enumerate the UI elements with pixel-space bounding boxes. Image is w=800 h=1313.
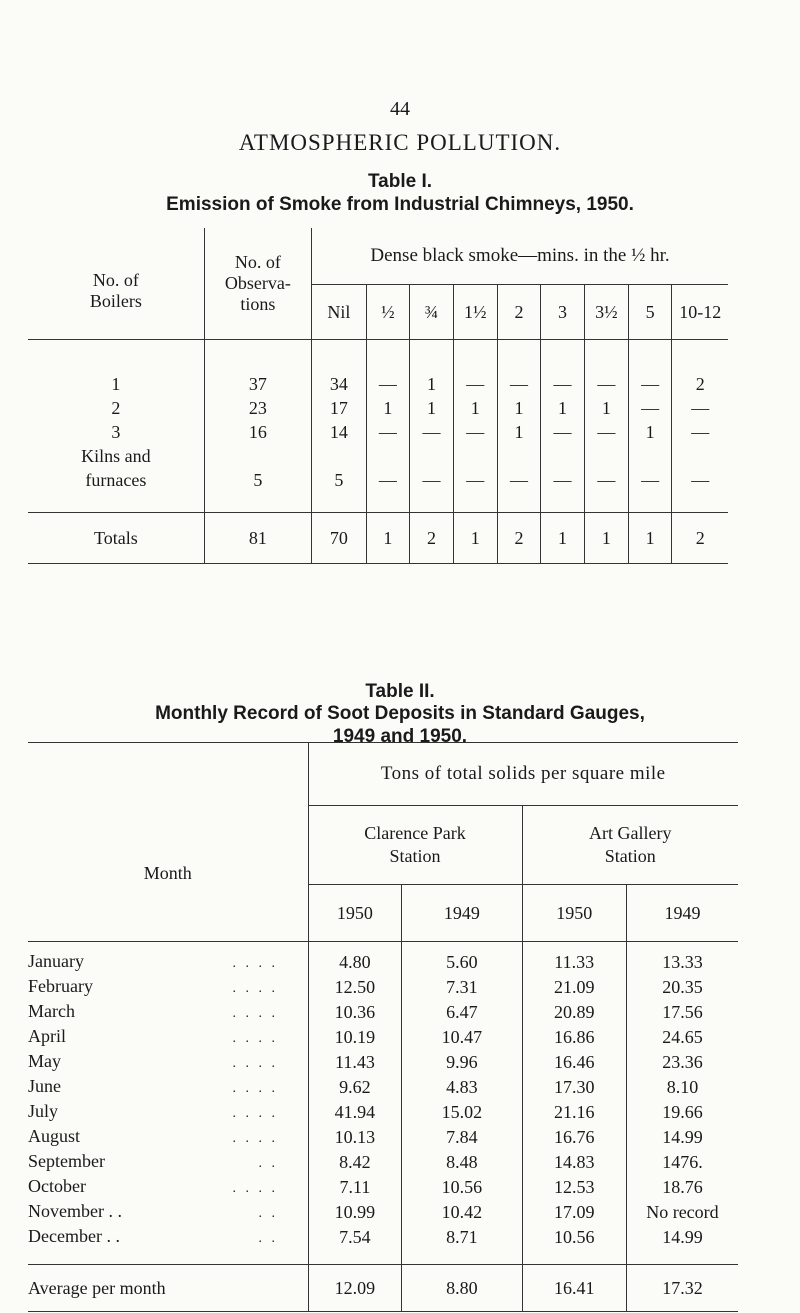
- totals-label: Totals: [28, 513, 204, 564]
- smoke-cell: —: [366, 420, 410, 444]
- smoke-cell: 1: [410, 396, 454, 420]
- smoke-cell: 34: [312, 340, 367, 396]
- smoke-cell: —: [453, 340, 497, 396]
- deposit-cell: 10.47: [402, 1025, 522, 1050]
- month-cell: [28, 1175, 308, 1200]
- deposit-cell: 1476.: [626, 1150, 738, 1175]
- spacer-cell: [541, 444, 585, 468]
- smoke-duration-header: ¾: [410, 285, 454, 340]
- smoke-cell: 1: [366, 396, 410, 420]
- spacer-cell: [522, 1250, 626, 1265]
- table-row: [28, 1200, 738, 1225]
- deposit-cell: 11.43: [308, 1050, 402, 1075]
- month-name: January: [28, 951, 84, 971]
- smoke-cell: —: [584, 468, 628, 492]
- leader-dots: . . . .: [232, 1131, 278, 1146]
- art-gallery-line1: Art Gallery: [589, 823, 672, 843]
- month-cell: [28, 1125, 308, 1150]
- smoke-cell: —: [497, 468, 541, 492]
- table2-label: Table II.: [365, 681, 435, 702]
- month-name: May: [28, 1051, 61, 1071]
- smoke-cell: 2: [672, 340, 728, 396]
- deposit-cell: 12.50: [308, 975, 402, 1000]
- month-name: July: [28, 1101, 59, 1121]
- boilers-cell: 3: [111, 422, 121, 442]
- deposit-cell: 21.09: [522, 975, 626, 1000]
- smoke-cell: 17: [312, 396, 367, 420]
- deposit-cell: 16.46: [522, 1050, 626, 1075]
- spacer-cell: [410, 492, 454, 513]
- smoke-cell: —: [541, 340, 585, 396]
- spacer-cell: [584, 444, 628, 468]
- deposit-cell: 4.83: [402, 1075, 522, 1100]
- month-name: March: [28, 1001, 75, 1021]
- deposit-cell: 21.16: [522, 1100, 626, 1125]
- smoke-cell: —: [366, 468, 410, 492]
- spacer-cell: [628, 492, 672, 513]
- leader-dots: . .: [258, 1206, 278, 1221]
- deposit-cell: 16.86: [522, 1025, 626, 1050]
- month-cell: [28, 1025, 308, 1050]
- smoke-cell: —: [453, 468, 497, 492]
- spacer-cell: [312, 492, 367, 513]
- average-label: Average per month: [28, 1265, 308, 1312]
- table-row: [28, 444, 728, 468]
- smoke-cell: —: [584, 420, 628, 444]
- spacer-cell: [453, 444, 497, 468]
- leader-dots: . . . .: [232, 1031, 278, 1046]
- deposit-cell: 10.56: [402, 1175, 522, 1200]
- leader-dots: . . . .: [232, 1056, 278, 1071]
- boilers-header-line2: Boilers: [89, 290, 142, 311]
- table2-caption-line1: Monthly Record of Soot Deposits in Standard Gauges,: [155, 703, 645, 724]
- smoke-cell: —: [541, 468, 585, 492]
- page-number: 44: [390, 98, 410, 120]
- year-header: 1949: [626, 885, 738, 942]
- deposit-cell: 13.33: [626, 942, 738, 976]
- year-header: 1949: [402, 885, 522, 942]
- month-name: June: [28, 1076, 61, 1096]
- totals-cell: 1: [366, 513, 410, 564]
- deposit-cell: 17.30: [522, 1075, 626, 1100]
- totals-cell: 1: [453, 513, 497, 564]
- art-gallery-header: [522, 806, 738, 885]
- average-row: [28, 1265, 738, 1312]
- smoke-cell: —: [672, 468, 728, 492]
- leader-dots: . . . .: [232, 1106, 278, 1121]
- totals-cell: 2: [672, 513, 728, 564]
- deposit-cell: 6.47: [402, 1000, 522, 1025]
- spacer-cell: [584, 492, 628, 513]
- smoke-cell: —: [628, 468, 672, 492]
- month-cell: [28, 975, 308, 1000]
- table-row: [28, 396, 728, 420]
- deposit-cell: 7.84: [402, 1125, 522, 1150]
- month-name: November . .: [28, 1201, 122, 1221]
- table-row: [28, 1100, 738, 1125]
- deposit-cell: 7.31: [402, 975, 522, 1000]
- obs-header-line2: Observa-: [224, 273, 291, 293]
- spacer-cell: [366, 444, 410, 468]
- smoke-cell: 1: [410, 340, 454, 396]
- year-header: 1950: [308, 885, 402, 942]
- smoke-cell: 1: [497, 396, 541, 420]
- month-name: August: [28, 1126, 81, 1146]
- table-row: [28, 1025, 738, 1050]
- table-row: [28, 1175, 738, 1200]
- year-header: 1950: [522, 885, 626, 942]
- observations-cell: 23: [204, 396, 311, 420]
- deposit-cell: 8.10: [626, 1075, 738, 1100]
- table-row: [28, 1150, 738, 1175]
- smoke-duration-header: 2: [497, 285, 541, 340]
- leader-dots: . . . .: [232, 1006, 278, 1021]
- smoke-duration-header: Nil: [312, 285, 367, 340]
- solids-group-header: Tons of total solids per square mile: [308, 743, 738, 806]
- spacer-cell: [453, 492, 497, 513]
- deposit-cell: 10.13: [308, 1125, 402, 1150]
- spacer-cell: [28, 1250, 308, 1265]
- spacer-cell: [28, 492, 204, 513]
- spacer-cell: [308, 1250, 402, 1265]
- deposit-cell: 8.71: [402, 1225, 522, 1250]
- deposit-cell: 16.76: [522, 1125, 626, 1150]
- boilers-header: [28, 228, 204, 340]
- smoke-cell: —: [497, 340, 541, 396]
- smoke-cell: —: [410, 468, 454, 492]
- observations-cell: 5: [204, 468, 311, 492]
- smoke-duration-header: 5: [628, 285, 672, 340]
- table-row: [28, 975, 738, 1000]
- smoke-cell: 1: [584, 396, 628, 420]
- observations-cell: 37: [204, 340, 311, 396]
- table-row: [28, 340, 728, 396]
- deposit-cell: 12.53: [522, 1175, 626, 1200]
- art-gallery-line2: Station: [604, 846, 656, 866]
- month-cell: [28, 1200, 308, 1225]
- spacer-row: [28, 492, 728, 513]
- smoke-cell: —: [541, 420, 585, 444]
- leader-dots: . . . .: [232, 981, 278, 996]
- smoke-cell: —: [410, 420, 454, 444]
- month-name: April: [28, 1026, 66, 1046]
- spacer-cell: [497, 492, 541, 513]
- totals-observations: 81: [204, 513, 311, 564]
- smoke-emission-table: [28, 228, 728, 564]
- deposit-cell: 41.94: [308, 1100, 402, 1125]
- smoke-duration-header: 3: [541, 285, 585, 340]
- leader-dots: . .: [258, 1231, 278, 1246]
- deposit-cell: 7.11: [308, 1175, 402, 1200]
- smoke-cell: —: [672, 396, 728, 420]
- obs-header-line1: No. of: [234, 252, 281, 272]
- smoke-cell: —: [672, 420, 728, 444]
- smoke-cell: 5: [312, 468, 367, 492]
- deposit-cell: 15.02: [402, 1100, 522, 1125]
- month-cell: [28, 1225, 308, 1250]
- table-row: [28, 1000, 738, 1025]
- deposit-cell: 8.42: [308, 1150, 402, 1175]
- spacer-cell: [626, 1250, 738, 1265]
- totals-cell: 1: [628, 513, 672, 564]
- table-row: [28, 468, 728, 492]
- spacer-cell: [366, 492, 410, 513]
- deposit-cell: 18.76: [626, 1175, 738, 1200]
- totals-row: [28, 513, 728, 564]
- month-cell: [28, 942, 308, 976]
- page-heading: ATMOSPHERIC POLLUTION.: [238, 130, 562, 155]
- month-name: February: [28, 976, 93, 996]
- deposit-cell: 10.99: [308, 1200, 402, 1225]
- deposit-cell: 7.54: [308, 1225, 402, 1250]
- deposit-cell: 23.36: [626, 1050, 738, 1075]
- table1-label: Table I.: [367, 171, 433, 192]
- month-cell: [28, 1000, 308, 1025]
- smoke-cell: —: [453, 420, 497, 444]
- smoke-cell: —: [366, 340, 410, 396]
- deposit-cell: 10.56: [522, 1225, 626, 1250]
- clarence-park-header: [308, 806, 522, 885]
- boilers-cell: 2: [111, 398, 121, 418]
- totals-cell: 1: [541, 513, 585, 564]
- leader-dots: . . . .: [232, 1081, 278, 1096]
- deposit-cell: 17.09: [522, 1200, 626, 1225]
- leader-dots: . . . .: [232, 1181, 278, 1196]
- spacer-cell: [204, 444, 311, 468]
- average-cell: 8.80: [402, 1265, 522, 1312]
- spacer-cell: [204, 492, 311, 513]
- observations-header: [204, 228, 311, 340]
- spacer-cell: [28, 885, 308, 942]
- spacer-cell: [628, 444, 672, 468]
- deposit-cell: 11.33: [522, 942, 626, 976]
- deposit-cell: 4.80: [308, 942, 402, 976]
- obs-header-line3: tions: [240, 294, 276, 314]
- month-name: October: [28, 1176, 86, 1196]
- smoke-group-header: Dense black smoke—mins. in the ½ hr.: [312, 228, 728, 285]
- spacer-cell: [402, 1250, 522, 1265]
- leader-dots: . . . .: [232, 956, 278, 971]
- soot-deposit-table: [28, 742, 738, 1312]
- deposit-cell: 10.19: [308, 1025, 402, 1050]
- smoke-cell: —: [584, 340, 628, 396]
- month-cell: [28, 1150, 308, 1175]
- deposit-cell: 10.36: [308, 1000, 402, 1025]
- smoke-cell: 1: [628, 420, 672, 444]
- kilns-label-line2: furnaces: [85, 470, 147, 490]
- deposit-cell: 14.99: [626, 1125, 738, 1150]
- clarence-park-line1: Clarence Park: [364, 823, 466, 843]
- leader-dots: . .: [258, 1156, 278, 1171]
- month-header: Month: [143, 862, 192, 883]
- table-row: [28, 1225, 738, 1250]
- month-cell: [28, 1075, 308, 1100]
- average-cell: 16.41: [522, 1265, 626, 1312]
- table2-caption-line2: 1949 and 1950.: [332, 726, 468, 747]
- clarence-park-line2: Station: [389, 846, 441, 866]
- deposit-cell: 9.96: [402, 1050, 522, 1075]
- observations-cell: 16: [204, 420, 311, 444]
- deposit-cell: 8.48: [402, 1150, 522, 1175]
- boilers-cell: 1: [111, 374, 121, 394]
- smoke-duration-header: 3½: [584, 285, 628, 340]
- deposit-cell: 17.56: [626, 1000, 738, 1025]
- deposit-cell: 5.60: [402, 942, 522, 976]
- deposit-cell: 20.35: [626, 975, 738, 1000]
- month-name: September: [28, 1151, 105, 1171]
- kilns-label-line1: Kilns and: [81, 446, 151, 466]
- table-row: [28, 1050, 738, 1075]
- spacer-cell: [541, 492, 585, 513]
- table-row: [28, 1125, 738, 1150]
- average-cell: 12.09: [308, 1265, 402, 1312]
- spacer-cell: [410, 444, 454, 468]
- deposit-cell: 20.89: [522, 1000, 626, 1025]
- deposit-cell: 24.65: [626, 1025, 738, 1050]
- totals-cell: 2: [410, 513, 454, 564]
- deposit-cell: 9.62: [308, 1075, 402, 1100]
- smoke-cell: —: [628, 396, 672, 420]
- totals-cell: 2: [497, 513, 541, 564]
- table-row: [28, 1075, 738, 1100]
- deposit-cell: 19.66: [626, 1100, 738, 1125]
- deposit-cell: 10.42: [402, 1200, 522, 1225]
- smoke-cell: 1: [453, 396, 497, 420]
- smoke-cell: 1: [497, 420, 541, 444]
- table-row: [28, 420, 728, 444]
- deposit-cell: 14.99: [626, 1225, 738, 1250]
- deposit-cell: No record: [626, 1200, 738, 1225]
- deposit-cell: 14.83: [522, 1150, 626, 1175]
- totals-cell: 70: [312, 513, 367, 564]
- smoke-cell: 14: [312, 420, 367, 444]
- average-cell: 17.32: [626, 1265, 738, 1312]
- table1-caption: Emission of Smoke from Industrial Chimneys, 1950.: [166, 194, 634, 215]
- smoke-duration-header: 1½: [453, 285, 497, 340]
- smoke-duration-header: ½: [366, 285, 410, 340]
- month-name: December . .: [28, 1226, 120, 1246]
- smoke-duration-header: 10-12: [672, 285, 728, 340]
- spacer-cell: [672, 492, 728, 513]
- spacer-cell: [672, 444, 728, 468]
- spacer-row: [28, 1250, 738, 1265]
- month-cell: [28, 1050, 308, 1075]
- table-row: [28, 942, 738, 976]
- spacer-cell: [312, 444, 367, 468]
- month-cell: [28, 1100, 308, 1125]
- spacer-cell: [497, 444, 541, 468]
- boilers-header-line1: No. of: [92, 269, 139, 290]
- smoke-cell: 1: [541, 396, 585, 420]
- smoke-cell: —: [628, 340, 672, 396]
- totals-cell: 1: [584, 513, 628, 564]
